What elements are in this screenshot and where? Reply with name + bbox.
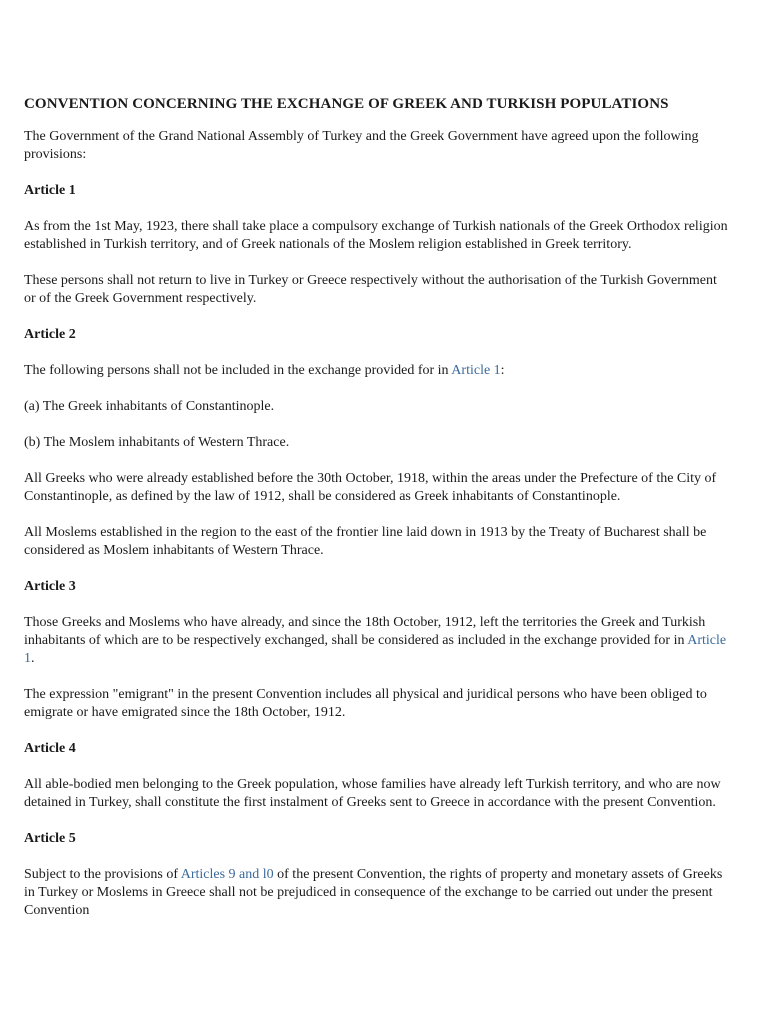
articles-9-and-10-reference-link[interactable]: Articles 9 and l0 bbox=[180, 867, 274, 882]
article-4-heading: Article 4 bbox=[24, 741, 76, 756]
article-2-paragraph-1-text: The following persons shall not be included in the exchange provided for in bbox=[24, 363, 452, 378]
article-1-paragraph-1: As from the 1st May, 1923, there shall take place a compulsory exchange of Turkish nationals of the Greek Orthodox religion established in Turkish territory, and of Greek nationals of the Moslem religion established in Greek territory. bbox=[24, 219, 728, 252]
article-5-paragraph-1-text: Subject to the provisions of bbox=[24, 867, 181, 882]
article-5-paragraph-1 bbox=[24, 866, 728, 920]
article-2-paragraph-4: All Greeks who were already established before the 30th October, 1918, within the areas under the Prefecture of the City of Constantinople, as defined by the law of 1912, shall be considered as Greek inhabitants of Constantinople. bbox=[24, 471, 717, 504]
article-3-heading: Article 3 bbox=[24, 579, 76, 594]
article-2-paragraph-2: (a) The Greek inhabitants of Constantinople. bbox=[24, 399, 275, 414]
article-5-paragraph-1-suffix: of the present Convention, the rights of property and monetary assets of Greeks in Turkey or Moslems in Greece shall not be prejudiced in consequence of the exchange to be carried out under the present Convention bbox=[24, 867, 723, 918]
article-1-reference-link[interactable]: Article 1 bbox=[451, 363, 501, 378]
preamble: The Government of the Grand National Assembly of Turkey and the Greek Government have agreed upon the following provisions: bbox=[24, 129, 699, 162]
article-3-paragraph-1-text: Those Greeks and Moslems who have already, and since the 18th October, 1912, left the territories the Greek and Turkish inhabitants of which are to be respectively exchanged, shall be considered as included in the exchange provided for in bbox=[24, 615, 706, 648]
article-4-paragraph-1: All able-bodied men belonging to the Greek population, whose families have already left Turkish territory, and who are now detained in Turkey, shall constitute the first instalment of Greeks sent to Greece in accordance with the present Convention. bbox=[24, 777, 721, 810]
article-2-paragraph-3: (b) The Moslem inhabitants of Western Thrace. bbox=[24, 435, 290, 450]
article-3-paragraph-1-suffix: . bbox=[31, 651, 35, 666]
article-2-heading: Article 2 bbox=[24, 327, 76, 342]
article-2-paragraph-1 bbox=[24, 362, 728, 380]
article-2-paragraph-1-suffix: : bbox=[500, 363, 505, 378]
article-1-heading: Article 1 bbox=[24, 183, 76, 198]
article-2-paragraph-5: All Moslems established in the region to the east of the frontier line laid down in 1913 by the Treaty of Bucharest shall be considered as Moslem inhabitants of Western Thrace. bbox=[24, 525, 707, 558]
article-1-paragraph-2: These persons shall not return to live in Turkey or Greece respectively without the authorisation of the Turkish Government or of the Greek Government respectively. bbox=[24, 273, 717, 306]
article-3-paragraph-2: The expression "emigrant" in the present Convention includes all physical and juridical persons who have been obliged to emigrate or have emigrated since the 18th October, 1912. bbox=[24, 687, 707, 720]
document-title: CONVENTION CONCERNING THE EXCHANGE OF GREEK AND TURKISH POPULATIONS bbox=[24, 96, 669, 112]
article-1-reference-link[interactable]: Article 1 bbox=[24, 633, 727, 666]
article-3-paragraph-1 bbox=[24, 614, 728, 668]
article-5-heading: Article 5 bbox=[24, 831, 76, 846]
